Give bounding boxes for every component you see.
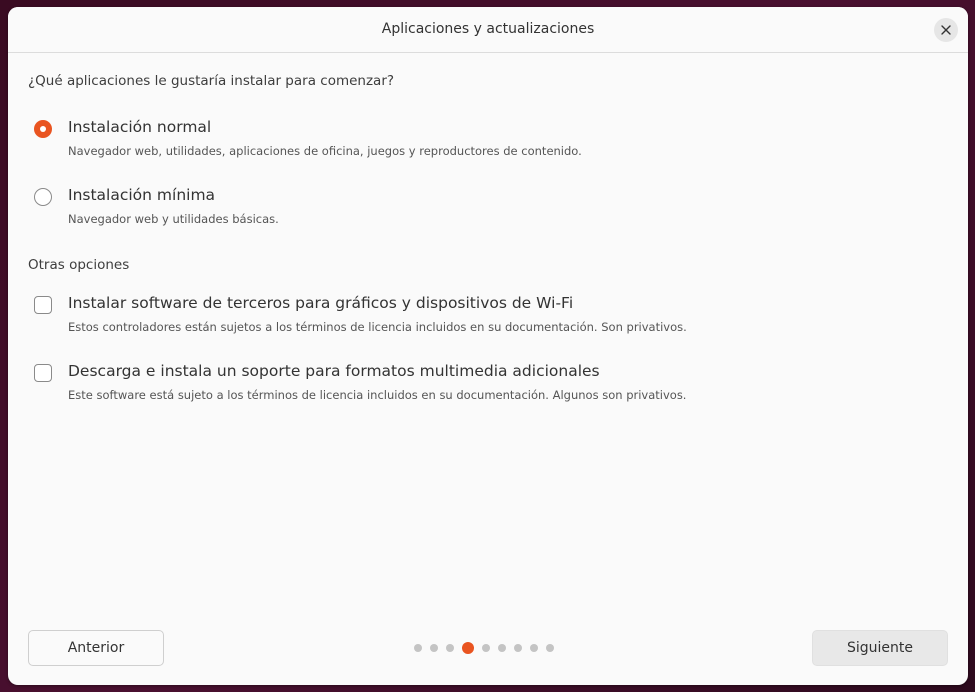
third-party-software-description: Estos controladores están sujetos a los términos de licencia incluidos en su documentación. Son privativos. [68, 320, 687, 334]
normal-installation-description: Navegador web, utilidades, aplicaciones de oficina, juegos y reproductores de contenido. [68, 144, 582, 158]
step-dot [546, 644, 554, 652]
window-title: Aplicaciones y actualizaciones [381, 21, 595, 37]
minimal-installation-radio[interactable] [34, 188, 52, 206]
minimal-installation-description: Navegador web y utilidades básicas. [68, 212, 279, 226]
installer-window [8, 7, 968, 685]
step-dot [430, 644, 438, 652]
multimedia-formats-label: Descarga e instala un soporte para formatos multimedia adicionales [68, 362, 600, 380]
close-button[interactable] [934, 18, 958, 42]
third-party-software-label: Instalar software de terceros para gráficos y dispositivos de Wi-Fi [68, 294, 574, 312]
question-text: ¿Qué aplicaciones le gustaría instalar para comenzar? [28, 73, 395, 89]
minimal-installation-label: Instalación mínima [68, 186, 216, 204]
step-indicator [414, 641, 562, 655]
step-dot [530, 644, 538, 652]
back-button[interactable]: Anterior [28, 630, 164, 666]
multimedia-formats-checkbox[interactable] [34, 364, 52, 382]
main-content [28, 73, 948, 402]
third-party-software-checkbox[interactable] [34, 296, 52, 314]
step-dot [498, 644, 506, 652]
next-button[interactable]: Siguiente [812, 630, 948, 666]
close-icon [941, 25, 951, 35]
step-dot-current [462, 642, 474, 654]
step-dot [482, 644, 490, 652]
normal-installation-radio[interactable] [34, 120, 52, 138]
step-dot [514, 644, 522, 652]
step-dot [414, 644, 422, 652]
normal-installation-label: Instalación normal [68, 118, 212, 136]
other-options-heading: Otras opciones [28, 257, 130, 273]
step-dot [446, 644, 454, 652]
title-bar [8, 7, 968, 53]
multimedia-formats-description: Este software está sujeto a los términos de licencia incluidos en su documentación. Algunos son privativos. [68, 388, 687, 402]
